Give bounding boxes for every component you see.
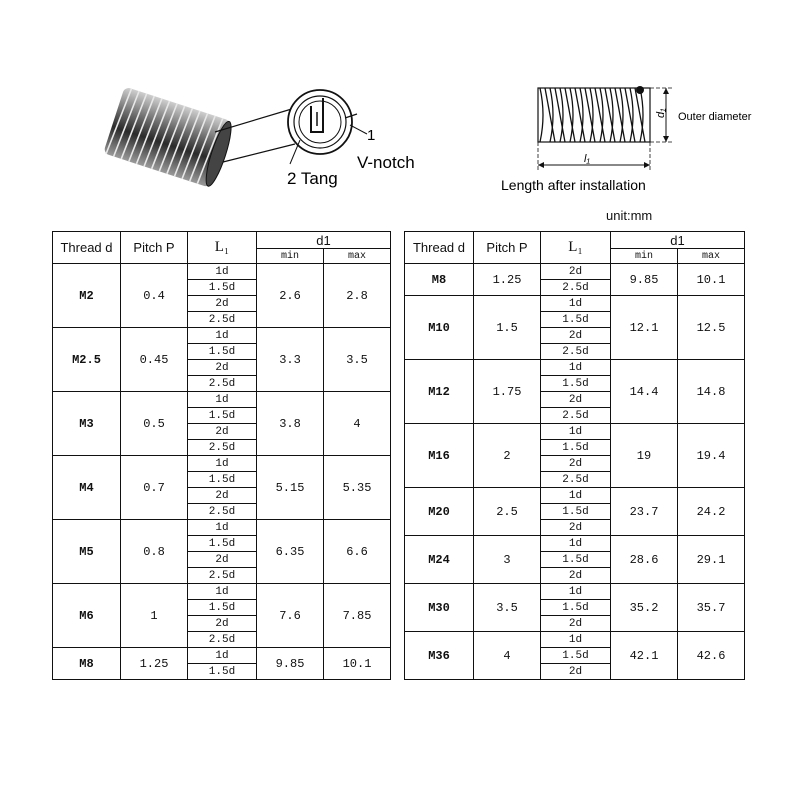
d1-min-cell: 3.8 — [257, 392, 324, 456]
header-thread: Thread d — [405, 232, 474, 264]
length-cell: 2.5d — [541, 280, 611, 296]
d1-min-cell: 35.2 — [611, 584, 678, 632]
thread-size-cell: M24 — [405, 536, 474, 584]
table-row — [405, 488, 745, 504]
length-cell: 1d — [541, 296, 611, 312]
length-cell: 1.5d — [188, 408, 257, 424]
pitch-cell: 1.75 — [474, 360, 541, 424]
d1-min-cell: 9.85 — [611, 264, 678, 296]
thread-size-cell: M10 — [405, 296, 474, 360]
coil-side-view — [538, 86, 650, 142]
header-thread: Thread d — [53, 232, 121, 264]
header-pitch: Pitch P — [121, 232, 188, 264]
table-row — [405, 296, 745, 312]
d1-max-cell: 4 — [324, 392, 391, 456]
label-outer-diameter: Outer diameter — [678, 111, 752, 123]
header-max: max — [324, 249, 391, 264]
length-cell: 1.5d — [188, 600, 257, 616]
length-cell: 1.5d — [541, 440, 611, 456]
table-row — [53, 584, 391, 600]
length-cell: 2d — [188, 424, 257, 440]
thread-size-cell: M16 — [405, 424, 474, 488]
d1-max-cell: 10.1 — [324, 648, 391, 680]
d1-max-cell: 2.8 — [324, 264, 391, 328]
pitch-cell: 2.5 — [474, 488, 541, 536]
d1-max-cell: 6.6 — [324, 520, 391, 584]
table-row — [53, 264, 391, 280]
dim-l1: l₁ — [584, 153, 590, 165]
pitch-cell: 4 — [474, 632, 541, 680]
d1-max-cell: 7.85 — [324, 584, 391, 648]
length-cell: 2.5d — [188, 312, 257, 328]
header-min: min — [257, 249, 324, 264]
length-cell: 2d — [188, 616, 257, 632]
coil-end-view — [288, 90, 367, 164]
length-cell: 2.5d — [541, 408, 611, 424]
length-cell: 1d — [188, 520, 257, 536]
header-l1: L₁ — [541, 232, 611, 264]
length-cell: 1d — [541, 632, 611, 648]
pitch-cell: 1.5 — [474, 296, 541, 360]
thread-size-cell: M8 — [405, 264, 474, 296]
length-cell: 1.5d — [541, 312, 611, 328]
d1-min-cell: 14.4 — [611, 360, 678, 424]
pitch-cell: 3.5 — [474, 584, 541, 632]
length-cell: 2d — [541, 392, 611, 408]
table-row — [53, 648, 391, 664]
thread-size-cell: M4 — [53, 456, 121, 520]
length-cell: 2.5d — [541, 472, 611, 488]
thread-size-cell: M6 — [53, 584, 121, 648]
table-row — [405, 584, 745, 600]
length-cell: 1d — [188, 456, 257, 472]
thread-size-cell: M2.5 — [53, 328, 121, 392]
length-cell: 1.5d — [188, 664, 257, 680]
length-cell: 2d — [188, 488, 257, 504]
table-row — [53, 456, 391, 472]
pitch-cell: 0.4 — [121, 264, 188, 328]
length-cell: 1d — [188, 264, 257, 280]
thread-size-cell: M3 — [53, 392, 121, 456]
header-max: max — [678, 249, 745, 264]
pitch-cell: 1.25 — [121, 648, 188, 680]
dim-d1: d₁ — [655, 108, 667, 118]
d1-max-cell: 35.7 — [678, 584, 745, 632]
pitch-cell: 2 — [474, 424, 541, 488]
table-row — [405, 632, 745, 648]
length-cell: 1.5d — [541, 552, 611, 568]
label-v-notch: V-notch — [357, 153, 415, 172]
thread-size-cell: M36 — [405, 632, 474, 680]
thread-size-cell: M12 — [405, 360, 474, 424]
table-row — [53, 328, 391, 344]
length-cell: 2d — [541, 328, 611, 344]
length-cell: 2d — [541, 520, 611, 536]
d1-min-cell: 9.85 — [257, 648, 324, 680]
length-cell: 1.5d — [541, 504, 611, 520]
header-d1: d1 — [257, 232, 391, 249]
spec-table-left-body — [53, 264, 391, 680]
length-cell: 1.5d — [188, 536, 257, 552]
length-cell: 2.5d — [188, 632, 257, 648]
d1-min-cell: 19 — [611, 424, 678, 488]
length-cell: 2d — [188, 552, 257, 568]
pitch-cell: 0.8 — [121, 520, 188, 584]
d1-max-cell: 24.2 — [678, 488, 745, 536]
d1-max-cell: 14.8 — [678, 360, 745, 424]
header-min: min — [611, 249, 678, 264]
thread-size-cell: M2 — [53, 264, 121, 328]
d1-min-cell: 12.1 — [611, 296, 678, 360]
pitch-cell: 1.25 — [474, 264, 541, 296]
d1-max-cell: 42.6 — [678, 632, 745, 680]
length-cell: 2d — [541, 664, 611, 680]
length-cell: 1.5d — [541, 600, 611, 616]
spec-table-left — [52, 231, 391, 680]
header-l1: L₁ — [188, 232, 257, 264]
table-row — [405, 424, 745, 440]
length-cell: 2.5d — [188, 440, 257, 456]
d1-min-cell: 3.3 — [257, 328, 324, 392]
length-cell: 2.5d — [188, 568, 257, 584]
length-cell: 2.5d — [188, 376, 257, 392]
header-pitch: Pitch P — [474, 232, 541, 264]
header-d1: d1 — [611, 232, 745, 249]
length-cell: 2d — [541, 616, 611, 632]
thread-size-cell: M5 — [53, 520, 121, 584]
thread-insert-illustration — [95, 70, 475, 200]
d1-min-cell: 6.35 — [257, 520, 324, 584]
coil-insert-photo — [103, 87, 236, 190]
length-cell: 1d — [541, 424, 611, 440]
spec-table-right-body — [405, 264, 745, 680]
length-cell: 1.5d — [541, 376, 611, 392]
pitch-cell: 0.7 — [121, 456, 188, 520]
length-cell: 1.5d — [188, 344, 257, 360]
pitch-cell: 0.5 — [121, 392, 188, 456]
label-1: 1 — [367, 127, 376, 144]
length-cell: 1.5d — [188, 280, 257, 296]
d1-max-cell: 10.1 — [678, 264, 745, 296]
length-cell: 2d — [541, 568, 611, 584]
d1-min-cell: 28.6 — [611, 536, 678, 584]
d1-max-cell: 12.5 — [678, 296, 745, 360]
thread-size-cell: M30 — [405, 584, 474, 632]
length-cell: 2.5d — [188, 504, 257, 520]
label-length-after-installation: Length after installation — [501, 177, 646, 193]
table-row — [405, 264, 745, 280]
d1-min-cell: 2.6 — [257, 264, 324, 328]
length-cell: 1d — [188, 584, 257, 600]
spec-table-right — [404, 231, 745, 680]
pitch-cell: 1 — [121, 584, 188, 648]
length-cell: 1d — [188, 392, 257, 408]
d1-min-cell: 5.15 — [257, 456, 324, 520]
d1-min-cell: 7.6 — [257, 584, 324, 648]
d1-max-cell: 3.5 — [324, 328, 391, 392]
length-cell: 2d — [541, 456, 611, 472]
table-row — [405, 536, 745, 552]
d1-max-cell: 19.4 — [678, 424, 745, 488]
d1-max-cell: 5.35 — [324, 456, 391, 520]
length-cell: 1d — [188, 328, 257, 344]
length-cell: 2d — [188, 360, 257, 376]
unit-label: unit:mm — [606, 208, 653, 223]
length-cell: 2d — [541, 264, 611, 280]
length-cell: 1d — [541, 488, 611, 504]
pitch-cell: 3 — [474, 536, 541, 584]
length-cell: 1d — [188, 648, 257, 664]
pitch-cell: 0.45 — [121, 328, 188, 392]
thread-size-cell: M20 — [405, 488, 474, 536]
d1-max-cell: 29.1 — [678, 536, 745, 584]
table-row — [405, 360, 745, 376]
length-cell: 1d — [541, 360, 611, 376]
installed-length-drawing — [500, 70, 790, 200]
length-cell: 2.5d — [541, 344, 611, 360]
length-cell: 1d — [541, 584, 611, 600]
thread-size-cell: M8 — [53, 648, 121, 680]
length-cell: 1d — [541, 536, 611, 552]
table-row — [53, 520, 391, 536]
d1-min-cell: 42.1 — [611, 632, 678, 680]
table-row — [53, 392, 391, 408]
length-cell: 2d — [188, 296, 257, 312]
length-cell: 1.5d — [188, 472, 257, 488]
label-tang: 2 Tang — [287, 169, 338, 188]
d1-min-cell: 23.7 — [611, 488, 678, 536]
length-cell: 1.5d — [541, 648, 611, 664]
